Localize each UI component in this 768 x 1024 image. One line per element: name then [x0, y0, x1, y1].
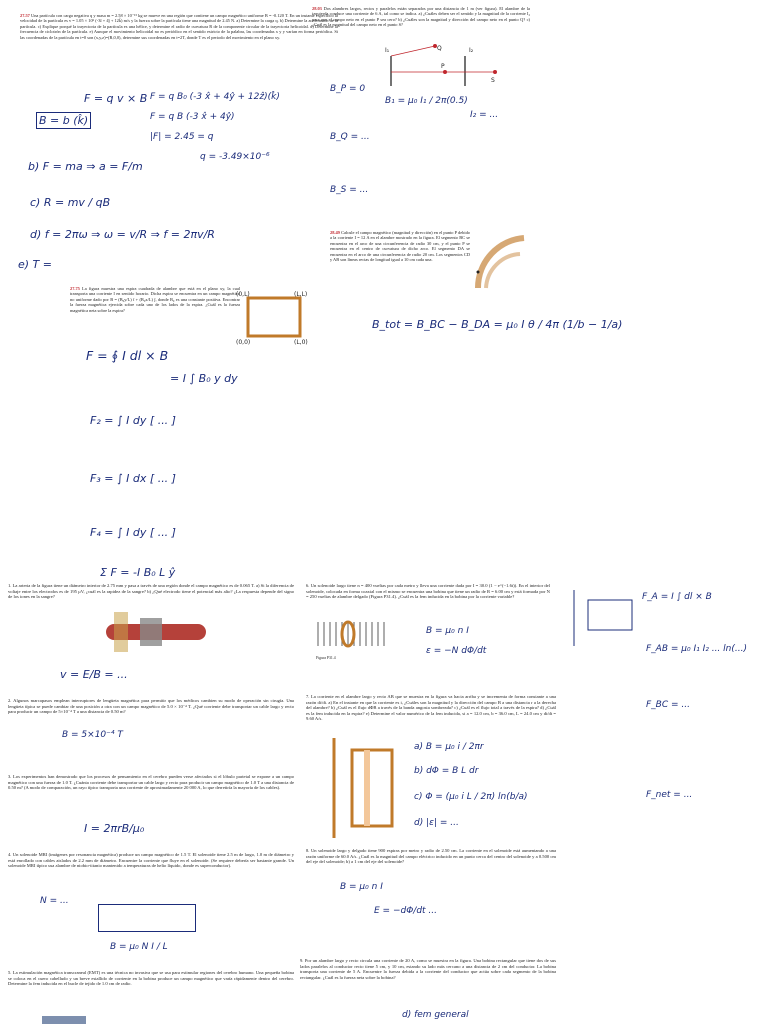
question-number: 3. [8, 774, 12, 779]
wire-label: I₁ [385, 47, 390, 54]
handwritten-step: q = -3.49×10⁻⁶ [200, 152, 270, 162]
question-text: Un solenoide largo tiene n = 400 vueltas por cada metro y lleva una corriente dada por I = 30.0 (1 − e^(−1.6t)). En el interior del solenoide, colocada en forma coaxial con el mismo se encuentra una bobina que tiene un radio de R = 6.00 cm y está formada por N = 250 vueltas de alambre delgado (Figura P31.4). ¿Cuál es la fem inducida en la bobina por la corriente variable? [306, 583, 550, 600]
question-text: Los experimentos han demostrado que los procesos de pensamiento en el cerebro pueden verse afectados si el lóbulo parietal se expone a un campo magnético con una fuerza de 1.0 T. ¿Cuánta corriente debe transportar un cable largo y recto para producir un campo magnético de 1.0 T a una distancia de 0.50 m? (A modo de comparación, un rayo típico transporta una corriente de aproximadamente 20 000 A, lo que derretiría la mayoría de los cables). [8, 774, 294, 791]
handwritten-step: = I ∫ B₀ y dy [170, 372, 238, 385]
handwritten-step: a) B = μ₀ i / 2πr [414, 742, 484, 752]
handwritten-step: B = b (k̂) [36, 112, 91, 129]
handwritten-step: I₂ = ... [470, 110, 499, 120]
artery-figure [100, 612, 220, 652]
solenoid-sketch [98, 904, 196, 932]
handwritten-step: e) T = [18, 258, 52, 271]
handwritten-step: E = −dΦ/dt ... [374, 906, 438, 916]
question-3 [8, 774, 294, 791]
handwritten-step: B = μ₀ n I [426, 626, 469, 636]
problem-27-57 [20, 13, 338, 40]
wire-label: S [491, 77, 495, 84]
wire-label: Q [437, 45, 442, 52]
arc-wire-figure [472, 228, 528, 292]
question-text: Un solenoide MRI (imágenes por resonancia magnética) produce un campo magnético de 1.5 T. El solenoide tiene 2.5 m de largo, 1.0 m de diámetro y está enrollado con cables aislados de 2.2 mm de diámetro. Encuentre la corriente que fluye en el solenoide. (Se requiere debería ser bastante grande. Un solenoide MRI típico usa alambre de niobio-titanio mantenido a temperaturas de helio líquido, donde es superconductor). [8, 852, 295, 869]
loop-corner-label: (0,0) [236, 339, 251, 346]
handwritten-step: B_Q = ... [330, 132, 370, 142]
parallel-wires-figure [385, 42, 505, 98]
handwritten-step: F = q B (-3 x̂ + 4ŷ) [150, 112, 235, 122]
question-number: 5. [8, 970, 12, 975]
question-text: La corriente en el alambre largo y recto AB que se muestra en la figura va hacia arriba y se incrementa de forma constante a una razón di/dt. a) En el instante en que la corriente es i, ¿Cuáles son la magnitud y la dirección del campo B a una distancia r a la derecha del alambre? b) ¿Cuál es el flujo dΦB a través de la banda angosta sombreada? c) ¿Cuál es el flujo total a través de la espira? d) ¿Cuál es la fem inducida en la espira? e) Determine el valor numérico de la fem inducida, si a = 12.0 cm, b = 36.0 cm, L = 24.0 cm y di/dt = 9.60 A/s. [306, 694, 556, 722]
handwritten-step: v = E/B = ... [60, 668, 128, 681]
question-2 [8, 698, 294, 715]
handwritten-step: F_AB = μ₀ I₁ I₂ ... ln(...) [646, 644, 747, 654]
handwritten-step: B = μ₀ N I / L [110, 942, 168, 952]
question-number: 1. [8, 583, 12, 588]
handwritten-step: F₂ = ∫ I dy [ ... ] [90, 414, 176, 427]
question-5 [8, 970, 294, 987]
handwritten-step: |F| = 2.45 = q [150, 132, 214, 142]
handwritten-step: F₃ = ∫ I dx [ ... ] [90, 472, 176, 485]
square-loop-figure [236, 286, 314, 346]
question-9 [300, 958, 556, 980]
question-text: Por un alambre largo y recto circula una corriente de 20 A, como se muestra en la figura. Una bobina rectangular que tiene dos de sus lados paralelos al conductor recto tiene 5 cm, y 10 cm, estando su lado más cercano a una distancia de 2 cm del conductor. La bobina transporta una corriente de 5 A. Encuentre la fuerza debida a la corriente del conductor que actúa sobre cada segmento de la bobina rectangular. ¿Cuál es la fuerza neta sobre la bobina? [300, 958, 556, 980]
question-8 [306, 848, 556, 865]
loop-corner-label: (L,L) [294, 291, 308, 298]
wire-label: I₂ [469, 47, 474, 54]
loop-corner-label: (L,0) [294, 339, 308, 346]
figure-caption: Figura P31.4 [316, 656, 336, 660]
handwritten-step: b) F = ma ⇒ a = F/m [28, 160, 143, 173]
handwritten-step: Σ F = -I B₀ L ŷ [100, 566, 176, 579]
handwritten-step: F_BC = ... [646, 700, 690, 710]
question-number: 2. [8, 698, 12, 703]
problem-text: Calcule el campo magnético (magnitud y dirección) en el punto P debido a la corriente I = 12 A en el alambre mostrado en la figura. El segmento BC se encuentra en el arco de una circunferencia de radio 30 cm, y el punto P se encuentra en el centro de curvatura de dicho arco. El segmento DA se encuentra en el arco de una circunferencia de radio 20 cm. Los segmentos CD y AB son líneas rectas de longitud igual a 10 cm cada una. [330, 230, 470, 263]
problem-text: Una partícula con carga negativa q y masa m = 2.58 × 10⁻¹⁵ kg se mueve en una región que contiene un campo magnético uniforme B = -0.120 T. En un instante específico la velocidad de la partícula es v = 1.05 × 10⁶ (-3î + 4ĵ + 12k̂) m/s y la fuerza sobre la partícula tiene una magnitud de 2.45 N. a) Determine la carga q. b) Determine la aceleración de la partícula. c) Explique porqué la trayectoria de la partícula es una hélice, y determine el radio de curvatura R de la componente circular de la trayectoria helicoidal. d) Determine la frecuencia de ciclotrón de la partícula. e) Aunque el movimiento helicoidal no es periódico en el sentido estricto de la palabra, las coordenadas x y y varían en forma periódica. Si las coordenadas de la partícula en t=0 son (x,y,z)=(R,0,0), determine sus coordenadas en t=2T, donde T es el periodo del movimiento en el plano xy. [20, 13, 338, 40]
solenoid-figure [316, 614, 396, 654]
question-6 [306, 583, 550, 600]
question-text: La arteria de la figura tiene un diámetro interior de 2.75 mm y pasa a través de una región donde el campo magnético es de 0.065 T. a) Si la diferencia de voltaje entre los electrodos es de 195 μV, ¿cuál es la rapidez de la sangre? b) ¿Qué electrodo tiene el potencial más alto? ¿La respuesta depende del signo de los iones en la sangre? [8, 583, 294, 600]
question-number: 6. [306, 583, 310, 588]
problem-text: Dos alambres largos, rectos y paralelos están separados por una distancia de 1 m (ver figura). El alambre de la izquierda conduce una corriente de 6 A, tal como se indica. a) ¿Cuáles deben ser el sentido y la magnitud de la corriente I₂ para que el campo neto en el punto P sea cero? b) ¿Cuáles son la magnitud y dirección del campo neto en el punto Q? c) ¿Cuál es la magnitud del campo neto en el punto S? [312, 6, 530, 28]
question-number: 9. [300, 958, 304, 963]
handwritten-step: F = q v × B [84, 92, 148, 105]
problem-28-49 [330, 230, 470, 262]
handwritten-step: F_net = ... [646, 790, 693, 800]
handwritten-step: F = q B₀ (-3 x̂ + 4ŷ + 12ẑ)(k̂) [150, 92, 280, 102]
problem-number: 28.03 [312, 6, 322, 11]
handwritten-step: F = ∮ I dl × B [86, 348, 169, 363]
question-text: Algunos marcapasos emplean interruptores de lengüeta magnética para permitir que los médicos cambien su modo de operación sin cirugía. Una lengüeta típica se puede cambiar de una posición a otra con un campo magnético de 5.0 × 10⁻⁴ T. ¿Qué corriente debe transportar un cable largo y recto para producir un campo de 5×10⁻⁴ T a una distancia de 0.50 m? [8, 698, 294, 715]
handwritten-step: B = μ₀ n I [340, 882, 383, 892]
handwritten-step: B_tot = B_BC − B_DA = μ₀ I θ / 4π (1/b − 1/a) [372, 318, 623, 331]
handwritten-step: B_S = ... [330, 185, 369, 195]
handwritten-step: I = 2πrB/μ₀ [84, 822, 145, 835]
question-text: Un solenoide largo y delgado tiene 900 espiras por metro y radio de 2.50 cm. La corriente en el solenoide está aumentando a una razón uniforme de 60.0 A/s. ¿Cuál es la magnitud del campo eléctrico inducido en un punto cerca del centro del solenoide y a 0.500 cm del eje del solenoide; b) a 1 cm del eje del solenoide? [306, 848, 556, 865]
handwritten-step: b) dΦ = B L dr [414, 766, 479, 776]
handwritten-step: F₄ = ∫ I dy [ ... ] [90, 526, 176, 539]
handwritten-step: B₁ = μ₀ I₁ / 2π(0.5) [385, 96, 468, 106]
loop-corner-label: (0,L) [236, 291, 250, 298]
problem-number: 27.57 [20, 13, 30, 18]
handwritten-step: B = 5×10⁻⁴ T [62, 730, 123, 740]
question-number: 7. [306, 694, 310, 699]
handwritten-step: ε = −N dΦ/dt [426, 646, 487, 656]
problem-text: La figura muestra una espira cuadrada de alambre que está en el plano xy, la cual transporta una corriente I en sentido horario. Dicha espira se encuentra en un campo magnético no uniforme dado por B = (B₀y/L) î + (B₀x/L) ĵ, donde B₀ es una constante positiva. Encontrar la fuerza magnética ejercida sobre cada uno de los lados de la espira. ¿Cuál es la fuerza magnética neta sobre la espira? [70, 286, 240, 313]
question-number: 4. [8, 852, 12, 857]
problem-28-03 [312, 6, 530, 28]
problem-27-75 [70, 286, 240, 313]
tms-figure [42, 1016, 86, 1024]
handwritten-step: F_A = I ∫ dl × B [642, 592, 712, 602]
question-4 [8, 852, 294, 869]
handwritten-step: B_P = 0 [330, 84, 366, 94]
handwritten-step: N = ... [40, 896, 69, 906]
handwritten-step: c) R = mv / qB [30, 196, 111, 209]
problem-number: 28.49 [330, 230, 340, 235]
coil-force-figure [568, 588, 648, 648]
question-7 [306, 694, 556, 722]
wire-loop-figure [330, 738, 400, 838]
question-1 [8, 583, 294, 600]
handwritten-step: c) Φ = (μ₀ i L / 2π) ln(b/a) [414, 792, 528, 802]
handwritten-step: d) fem general [402, 1010, 469, 1020]
problem-number: 27.75 [70, 286, 80, 291]
handwritten-step: d) |ε| = ... [414, 818, 459, 828]
question-text: La estimulación magnética transcraneal (EMT) es una técnica no invasiva que se usa para estimular regiones del cerebro humano. Una pequeña bobina se coloca en el cuero cabelludo y un breve estallido de corriente en la bobina produce un campo magnético que varía rápidamente dentro del cerebro. Determine la fem inducida en el bucle de tejido de 1.0 cm de radio. [8, 970, 294, 987]
question-number: 8. [306, 848, 310, 853]
handwritten-step: d) f = 2πω ⇒ ω = v/R ⇒ f = 2πv/R [30, 228, 215, 241]
wire-label: P [441, 63, 445, 70]
